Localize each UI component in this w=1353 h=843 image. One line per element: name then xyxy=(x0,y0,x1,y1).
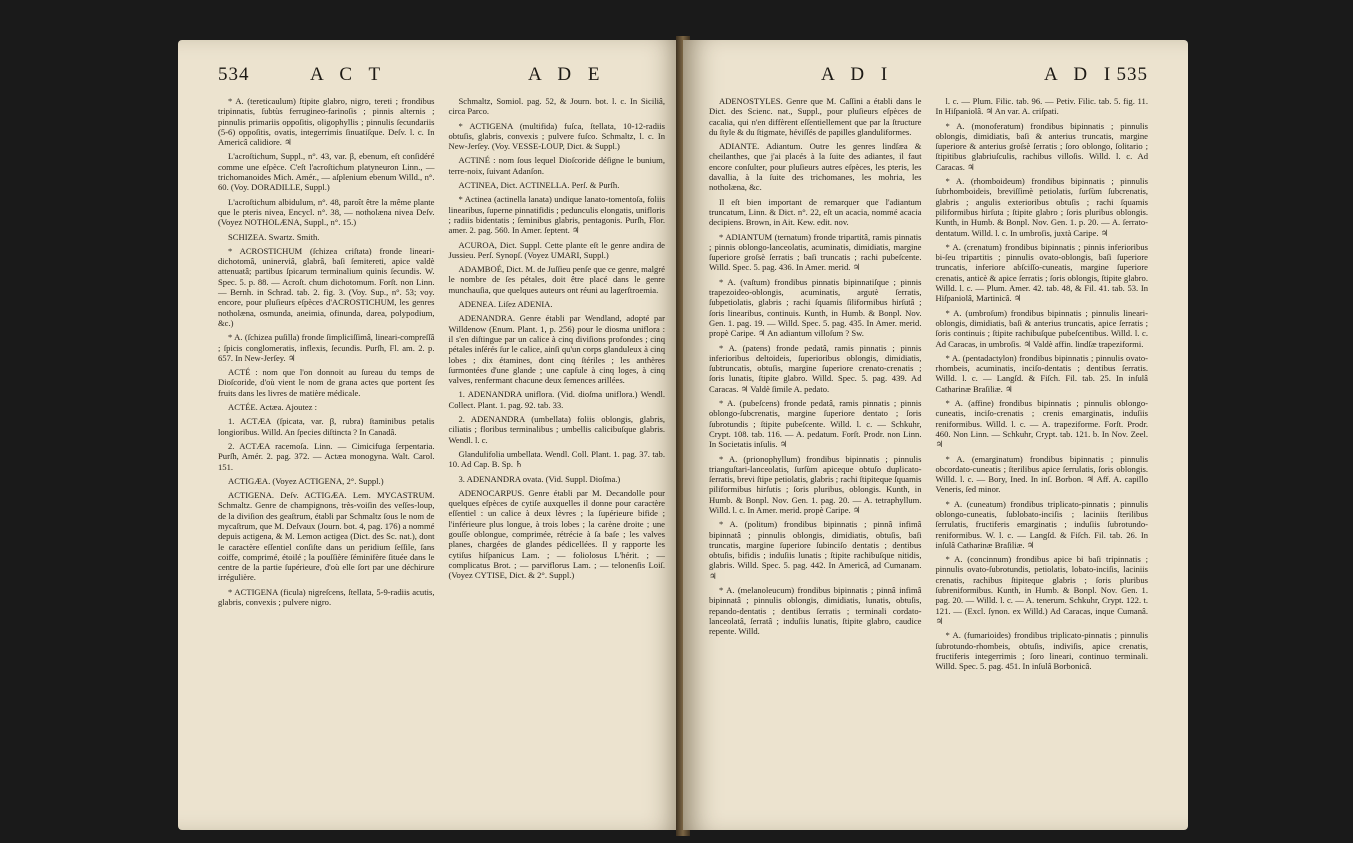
paragraph: Il eſt bien important de remarquer que l'adiantum truncatum, Linn. & Dict. n°. 22, eſt un acacia, nommé acacia decipiens. Brown, in Ait. Kew. edit. nov. xyxy=(709,196,922,228)
paragraph: * A. (umbroſum) frondibus bipinnatis ; pinnulis lineari-oblongis, dimidiatis, baſi & anterius truncatis, apice ſerratis ; ſoris continuis ; ſtipite rachibuſque pubeſcentibus. Willd. l. c. Ad Caracas, in umbroſis. ♃ Valdè affin. lindſæ trapeziformi. xyxy=(935,307,1148,349)
paragraph: ADENEA. Liſez ADENIA. xyxy=(458,299,553,310)
paragraph: * A. (concinnum) frondibus apice bi baſi tripinnatis ; pinnulis ovato-ſubrotundis, petiolatis, lobato-inciſis, laciniis crenatis, rachibus ſtipiteque glabris ; ſoris pluribus ſubreniformibus. Kunth, in Humb. & Bonpl. Nov. Gen. 1. pag. 20. — Willd. l. c. — A. tenerum. Schkuhr, Crypt. 122. t. 121. — (Excl. ſynon. ex Willd.) Ad Caracas, inque Cumanâ. ♃ xyxy=(935,554,1148,626)
paragraph: * A. (emarginatum) frondibus bipinnatis ; pinnulis obcordato-cuneatis ; ſterilibus apice ſerrulatis, ſoris oblongis. Willd. l. c. — Bory, Ined. In inſ. Borbon. ♃ Aff. A. capillo Veneris, ſed minor. xyxy=(935,453,1148,495)
paragraph: L'acroſtichum albidulum, n°. 48, paroît être la même plante que le pteris nivea, Encycl. n°. 38, — notholæna nivea Deſv. (Voyez NOTHOLÆNA, Suppl., n°. 15.) xyxy=(218,196,435,228)
left-running-head-1: A C T xyxy=(310,64,387,85)
paragraph: ADAMBOÉ, Dict. M. de Juſſieu penſe que ce genre, malgré le nombre de ſes pétales, doit être placé dans le genre munchauſia, que quelques auteurs ont réuni au lagerſtroemia. xyxy=(448,264,665,295)
paragraph: ADENOCARPUS. Genre établi par M. Decandolle pour quelques eſpèces de cytiſe auxquelles il donne pour caractère eſſentiel : un calice à deux lèvres ; la ſupérieure bifide ; l'inférieure plus longue, à trois lobes ; la carène droite ; une gouſſe oblongue, comprimée, rétrécie à ſa baſe ; les valves planes, chargées de glandes pédicellées. Il y rapporte les cytiſus hiſpanicus Lam. ; — foliolosus L'hérit. ; — complicatus Brot. ; — parviflorus Lam. ; — telonenſis Loiſ. (Voyez CYTISE, Dict. & 2°. Suppl.) xyxy=(448,487,665,581)
paragraph: * A. (pubeſcens) fronde pedatâ, ramis pinnatis ; pinnis oblongo-ſubcrenatis, margine ſuperiore dentato ; ſoris ſubrotundis ; ſtipite pubeſcente. Willd. l. c. — Schkuhr, Crypt. 108. tab. 116. — A. pedatum. Forſt. Prodr. non Linn. In Societatis inſulis. ♃ xyxy=(709,398,922,450)
paragraph: * A. (vaſtum) frondibus pinnatis bipinnatiſque ; pinnis trapezoideo-oblongis, acuminatis, argutè ſerratis, ſubpetiolatis, glabris ; rachi ſquamis ſiliformibus hirſutâ ; ſoris linearibus, continuis. Kunth, in Humb. & Bonpl. Nov. Gen. 1. pag. 19. — Willd. Spec. 5. pag. 435. In Amer. merid. propè Caripe. ♃ An adiantum villoſum ? Sw. xyxy=(709,276,922,339)
left-page xyxy=(178,40,683,830)
right-running-head-2: A D I xyxy=(1044,64,1117,85)
paragraph: ACTINÉ : nom ſous lequel Dioſcoride déſigne le bunium, terre-noix, ſuivant Adanſon. xyxy=(448,155,665,176)
paragraph: * A. (tereticaulum) ſtipite glabro, nigro, tereti ; frondibus tripinnatis, ſubtùs ferrugineo-farinoſis ; pinnis alternis ; pinnulis primariis oppoſitis, oligophyllis ; pinnulis ſecundariis (5-6) oppoſitis, ovatis, integerrimis ſinuatiſque. Deſv. l. c. In Americâ calidiore. ♃ xyxy=(218,96,435,148)
right-page-header xyxy=(709,64,1148,90)
paragraph: * A. (rhomboideum) frondibus bipinnatis ; pinnulis ſubrhomboideis, breviſſimè petiolatis, ſurſùm ſubcrenatis, glabris ; angulis exterioribus obtuſis ; rachi ſquamis piliformibus hirſuta ; ſtipite glabro ; ſoris pluribus oblongis. Kunth, in Humb. & Bonpl. Nov. Gen. 1. p. 20. — A. ſerrato-dentatum. Willd. l. c. In umbroſis, juxtà Caripe. ♃ xyxy=(935,176,1148,238)
paragraph: * A. (pentadactylon) frondibus bipinnatis ; pinnulis ovato-rhombeis, acuminatis, inciſo-dentatis ; dentibus ſerratis. Willd. l. c. — Langſd. & Fiſch. Fil. tab. 25. In inſulâ Catharinæ Braſiliæ. ♃ xyxy=(935,352,1148,394)
left-column-1 xyxy=(218,96,435,611)
paragraph: ADENANDRA. Genre établi par Wendland, adopté par Willdenow (Enum. Plant. 1, p. 256) pour le diosma uniflora : il s'en diſtingue par un calice à cinq diviſions profondes ; cinq pétales inſérés ſur le calice, ainſi qu'un corps glanduleux à cinq lobes ; dix étamines, dont cinq ſtériles ; les anthères ſurmontées d'une glande ; une capſule à cinq loges, à cinq valves, renfermant chacune deux ſemences arillées. xyxy=(448,313,665,386)
paragraph: l. c. — Plum. Filic. tab. 96. — Petiv. Filic. tab. 5. fig. 11. In Hiſpaniolâ. ♃ An var. A. criſpati. xyxy=(935,96,1148,117)
paragraph: * Actinea (actinella lanata) undique lanato-tomentoſa, foliis linearibus, ſuperne pinnatifidis ; pedunculis elongatis, unifloris ; radiis bidentatis ; ſeminibus glabris, pentagonis. Purſh, Flor. amer. 2. pag. 560. In Amer. ſeptent. ♃ xyxy=(448,194,665,236)
paragraph: * A. (melanoleucum) frondibus bipinnatis ; pinnâ infimâ bipinnatâ ; pinnulis oblongis, dimidiatis, lunatis, obtuſis, repando-dentatis ; dentibus ſerratis ; terminali cordato-lanceolatâ, ſerratâ ; induſiis lunatis, ſtipite glabro, caudice repente. Willd. xyxy=(709,585,922,637)
paragraph: * A. (monoferatum) frondibus bipinnatis ; pinnulis oblongis, dimidiatis, baſi & anterius truncatis, margine ſuperiore & anterius groſsè ſerratis ; ſoro oblongo, ſolitario ; ſtipitibus glabriuſculis, rachibus villoſis. Willd. l. c. Ad Caracas. ♃ xyxy=(935,120,1148,172)
paragraph: Glandulifolia umbellata. Wendl. Coll. Plant. 1. pag. 37. tab. 10. Ad Cap. B. Sp. ♄ xyxy=(448,448,665,470)
left-column-2 xyxy=(449,96,666,611)
paragraph: 3. ADENANDRA ovata. (Vid. Suppl. Dioſma.) xyxy=(458,473,621,484)
paragraph: * ACTIGENA (ficula) nigreſcens, ſtellata, 5-9-radiis acutis, glabris, convexis ; pulvere nigro. xyxy=(218,586,435,608)
right-page-columns xyxy=(709,96,1148,675)
paragraph: SCHIZEA. Swartz. Smith. xyxy=(228,231,320,242)
paragraph: * A. (fumarioides) frondibus triplicato-pinnatis ; pinnulis ſubrotundo-rhombeis, obtuſis, indiviſis, apice crenatis, fructiferis integerrimis ; ſoro lineari, continuo terminali. Willd. Spec. 5. pag. 451. In inſulâ Borbonicâ. xyxy=(935,630,1148,672)
paragraph: * A. (affine) frondibus bipinnatis ; pinnulis oblongo-cuneatis, inciſo-crenatis ; crenis emarginatis, induſiis reniformibus. Willd. l. c. — A. trapeziforme. Forſt. Prodr. 460. Non Linn. — Schkuhr, Crypt. tab. 121. b. In Nov. Zeel. ♃ xyxy=(935,398,1148,450)
paragraph: * A. (crenatum) frondibus bipinnatis ; pinnis inferioribus bi-ſeu tripartitis ; pinnulis ovato-oblongis, baſi ſuperiore truncatis, inferiore abſciſſo-cuneatis, margine ſuperiore crenatis, anticè & apice ſerratis ; ſoris oblongis, ſtipite glabro. Willd. l. c. — Plum. Amer. 42. tab. 48, & Fil. 41. tab. 53. In Hiſpaniolâ, Martinicâ. ♃ xyxy=(935,241,1148,304)
right-column-2 xyxy=(936,96,1149,675)
left-page-columns xyxy=(218,96,665,611)
paragraph: 2. ADENANDRA (umbellata) foliis oblongis, glabris, ciliatis ; floribus terminalibus ; umbellis calicibuſque glabris. Wendl. l. c. xyxy=(448,414,665,445)
right-page xyxy=(683,40,1188,830)
paragraph: * A. (politum) frondibus bipinnatis ; pinnâ infimâ bipinnatâ ; pinnulis oblongis, dimidiatis, obtuſis, baſi truncatis, margine ſuperiore ſubinciſo dentatis ; dentibus obtuſis, bifidis ; induſiis lunatis ; ſtipite rachibuſque nitidis, glabris. Willd. Spec. 5. pag. 442. In Americâ, ad Cumanam. ♃ xyxy=(709,519,922,581)
paragraph: ACTÉ : nom que l'on donnoit au ſureau du temps de Dioſcoride, d'où vient le nom de grana actes que portent ſes fruits dans les livres de matière médicale. xyxy=(218,367,435,398)
left-page-number: 534 xyxy=(218,64,250,85)
paragraph: * A. (ſchizea puſilla) fronde ſimpliciſſimâ, lineari-compreſſâ ; ſpicis conglomeratis, inflexis, ſecundis. Purſh, Fl. am. 2. p. 657. In New-Jerſey. ♃ xyxy=(218,332,435,363)
paragraph: * A. (patens) fronde pedatâ, ramis pinnatis ; pinnis inferioribus deltoideis, ſuperioribus oblongis, dimidiatis, ſubtruncatis, obtuſis, margine ſuperiore crenato-crenatis ; ſoris lunatis, ſtipite glabro. Willd. Spec. 5. pag. 439. Ad Caracas. ♃ Valdè ſimile A. pedato. xyxy=(709,342,922,394)
paragraph: * ACTIGENA (multifida) fuſca, ſtellata, 10-12-radiis obtuſis, glabris, convexis ; pulvere fuſco. Schmaltz, l. c. In New-Jerſey. (Voy. VESSE-LOUP, Dict. & Suppl.) xyxy=(448,120,665,152)
left-running-head-2: A D E xyxy=(528,64,606,85)
paragraph: ACTIGENA. Deſv. ACTIGÆA. Lem. MYCASTRUM. Schmaltz. Genre de champignons, très-voiſin des veſſes-loup, de la diviſion des geaſtrum, établi par Schmaltz ſous le nom de mycaſtrum, que M. Deſvaux (Journ. bot. 4, pag. 176) a nommé depuis actigena, & M. Lemon actigea (Dict. des Sc. nat.), dont le caractère eſſentiel conſiſte dans un peridium ſeſſile, ſans coiffe, comprimé, étoilé ; la pouſſière ſéminifère ſituée dans le centre de la partie ſupérieure, d'où elle ſort par une déchirure irrégulière. xyxy=(218,490,435,583)
paragraph: ACTIGÆA. (Voyez ACTIGENA, 2°. Suppl.) xyxy=(228,475,384,486)
paragraph: 1. ACTÆA (ſpicata, var. β, rubra) ſtaminibus petalis longioribus. Willd. An ſpecies diſtincta ? In Canadâ. xyxy=(218,416,435,437)
right-column-1 xyxy=(709,96,922,675)
paragraph: ADENOSTYLES. Genre que M. Caſſini a établi dans le Dict. des Scienc. nat., Suppl., pour pluſieurs eſpèces de cacalia, qui n'en diffèrent eſſentiellement que par la ſtructure du ſtyle & du ſtigmate, héviſſés de papilles glanduliformes. xyxy=(709,96,922,137)
paragraph: * ACROSTICHUM (ſchizea criſtata) fronde lineari-dichotomâ, uninerviâ, glabrâ, baſi ſemitereti, apice valdè attenuatâ; partibus ſpicarum terminalium quinis ſecundis. W. Spec. 5. p. 88. — Acroſt. chum dichotomum. Forſt. non Linn. — Bernh. in Schrad. tab. 2. fig. 3. (Voy. Sup., n°. 53; voy. encore, pour pluſieurs eſpèces d'ACROSTICHUM, les genres notholæna, osmunda, aneimia, ofinunda, darea, polypodium, &c.) xyxy=(218,245,435,328)
paragraph: * ADIANTUM (ternatum) fronde tripartitâ, ramis pinnatis ; pinnis oblongo-lanceolatis, acuminatis, dimidiatis, margine ſuperiore groſsè ſerratis ; baſi truncatis ; rachi pubeſcente. Willd. Spec. 5. pag. 436. In Amer. merid. ♃ xyxy=(709,231,922,273)
paragraph: * A. (prionophyllum) frondibus bipinnatis ; pinnulis trianguſtari-lanceolatis, ſurſùm apiceque obtuſo duplicato-ſerratis, brevi ſtipe petiolatis, glabris ; rachi ſtipiteque ſquamis piliformibus hirſutis ; ſoris pluribus, oblongis. Kunth, in Humb. & Bonpl. Nov. Gen. 1. pag. 20. — A. tetraphyllum. Willd. l. c. In Amer. merid. propè Caripe. ♃ xyxy=(709,453,922,515)
paragraph: 1. ADENANDRA uniflora. (Vid. dioſma uniflora.) Wendl. Collect. Plant. 1. pag. 92. tab. 33. xyxy=(448,389,665,410)
paragraph: 2. ACTÆA racemoſa. Linn. — Cimicifuga ſerpentaria. Purſh, Amér. 2. pag. 372. — Actæa monogyna. Walt. Carol. 151. xyxy=(218,440,435,472)
paragraph: L'acroſtichum, Suppl., n°. 43, var. β, ebenum, eſt conſidéré comme une eſpèce. C'eſt l'acroſtichum platyneuron Linn., — trichomanoides Mich. Amér., — aſplenium ebenum Willd., n°. 60. (Voy. DORADILLE, Suppl.) xyxy=(218,151,435,193)
right-running-head-1: A D I xyxy=(821,64,894,85)
paragraph: * A. (cuneatum) frondibus triplicato-pinnatis ; pinnulis oblongo-cuneatis, ſublobato-inciſis ; laciniis ſterilibus ſerrulatis, fructiferis emarginatis ; induſiis ſubrotundo-reniformibus. W. l. c. — Langſd. & Fiſch. Fil. tab. 26. In inſulâ Catharinæ Braſiliæ. ♃ xyxy=(935,498,1148,550)
paragraph: ACTÉE. Actæa. Ajoutez : xyxy=(228,402,318,413)
left-page-header xyxy=(218,64,665,90)
paragraph: ACUROA, Dict. Suppl. Cette plante eſt le genre andira de Jussieu. Perſ. Synopſ. (Voyez UMARI, Suppl.) xyxy=(448,239,665,260)
paragraph: ACTINEA, Dict. ACTINELLA. Perſ. & Purſh. xyxy=(458,180,620,191)
paragraph: Schmaltz, Somiol. pag. 52, & Journ. bot. l. c. In Siciliâ, circa Parco. xyxy=(448,96,665,117)
right-page-number: 535 xyxy=(1116,64,1148,85)
paragraph: ADIANTE. Adiantum. Outre les genres lindſæa & cheilanthes, que j'ai placés à la ſuite des adiantes, il faut encore conſulter, pour pluſieurs autres eſpèces, les pteris, les davallia, à la ſuite des trichomanes, les mohria, les notholæna, &c. xyxy=(709,141,922,193)
